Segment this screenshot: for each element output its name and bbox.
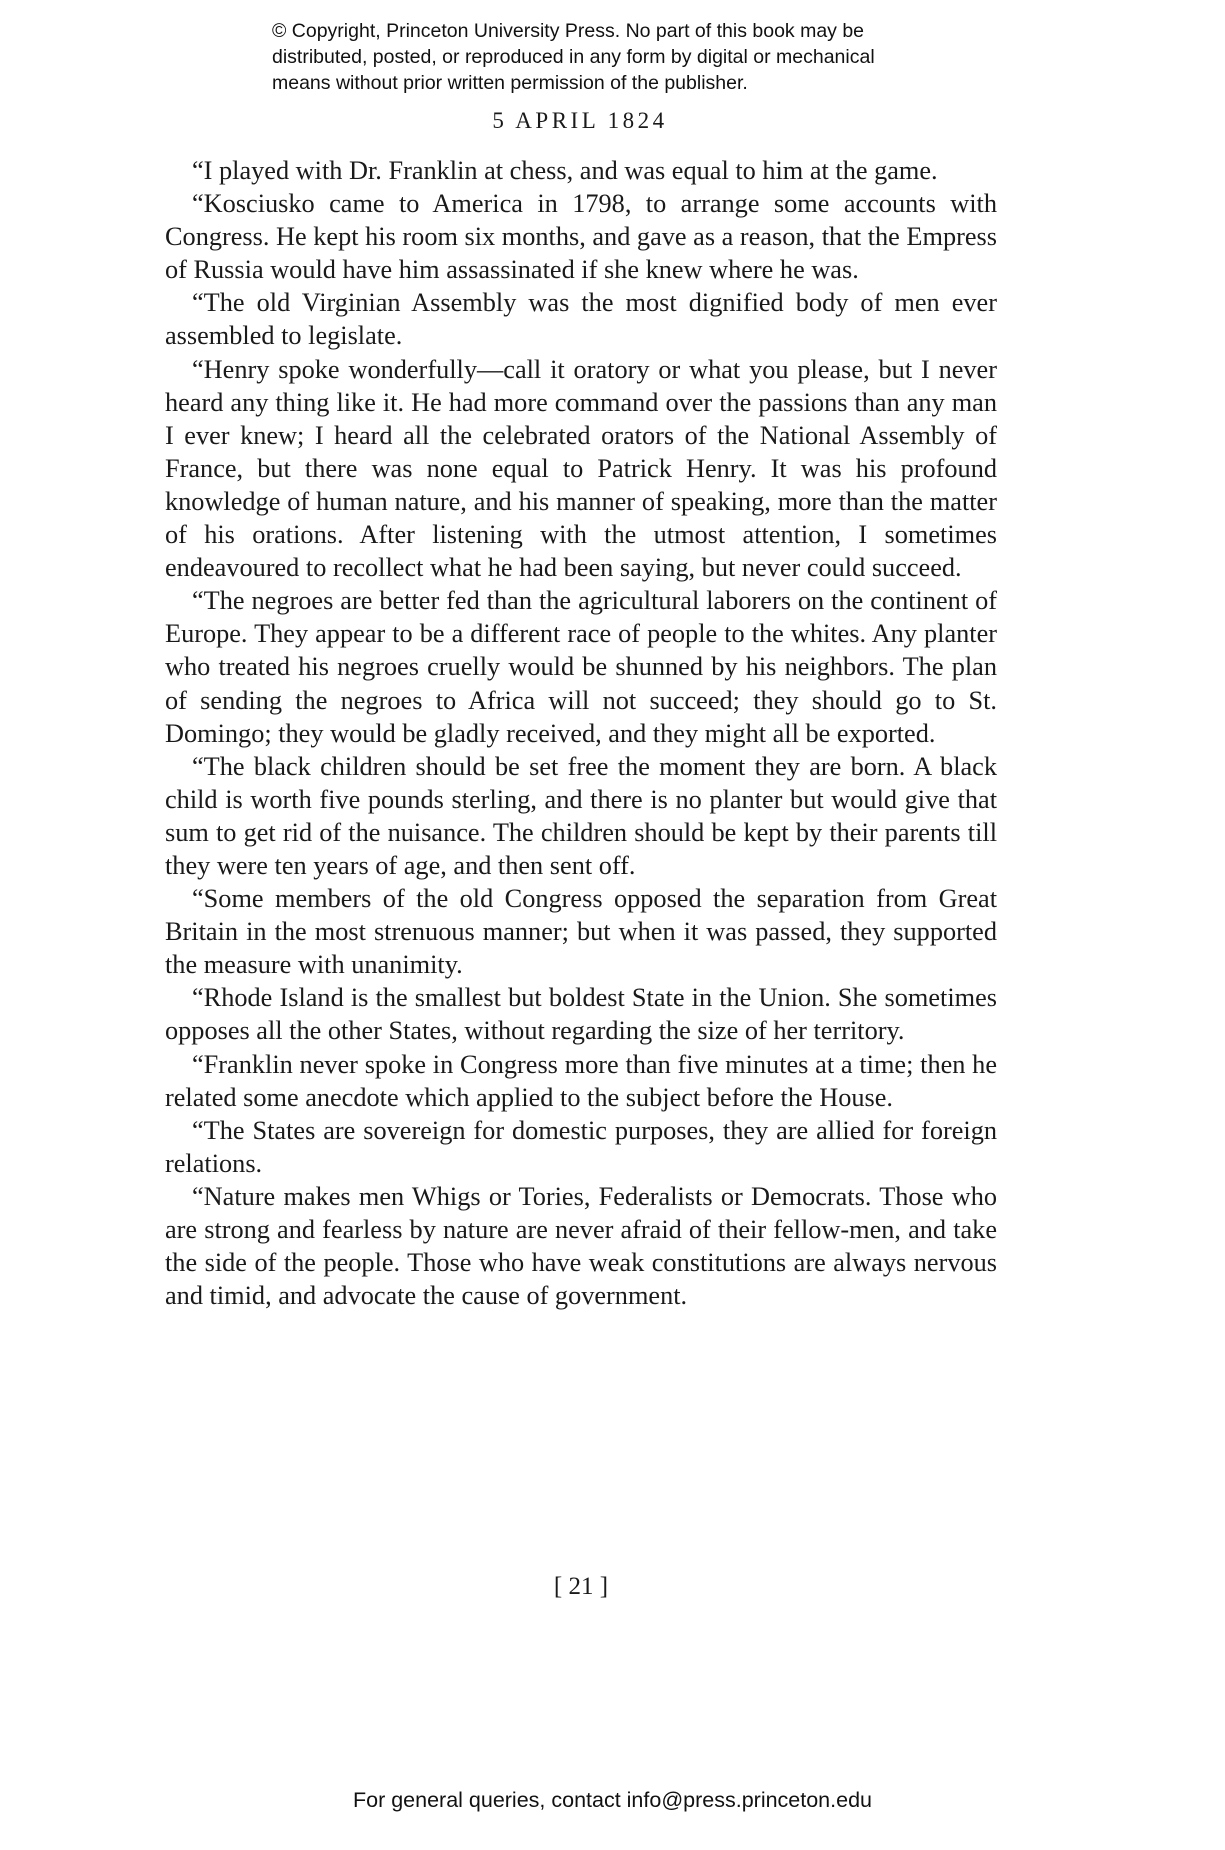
paragraph: “The States are sovereign for domestic purposes, they are allied for foreign relations.: [165, 1115, 997, 1178]
paragraph: “Some members of the old Congress opposed the separation from Great Britain in the most strenuous manner; but when it was passed, they supported the measure with unanimity.: [165, 884, 997, 980]
copyright-line: © Copyright, Princeton University Press. No part of this book may be: [272, 20, 865, 42]
page-number: [ 21 ]: [553, 1573, 609, 1600]
paragraph: “I played with Dr. Franklin at chess, and was equal to him at the game.: [192, 156, 938, 185]
paragraph: “Kosciusko came to America in 1798, to arrange some accounts with Congress. He kept his room six months, and gave as a reason, that the Empress of Russia would have him assassinated if she knew where he was.: [165, 189, 997, 285]
paragraph: “The old Virginian Assembly was the most dignified body of men ever assembled to legislate.: [165, 288, 997, 351]
paragraph: “Nature makes men Whigs or Tories, Federalists or Democrats. Those who are strong and fearless by nature are never afraid of their fellow-men, and take the side of the people. Those who have weak constitutions are always nervous and timid, and advocate the cause of government.: [165, 1181, 997, 1311]
footer-contact: For general queries, contact info@press.princeton.edu: [352, 1788, 872, 1812]
copyright-line: means without prior written permission of the publisher.: [272, 72, 748, 94]
paragraph: “Henry spoke wonderfully—call it oratory or what you please, but I never heard any thing like it. He had more command over the passions than any man I ever knew; I heard all the celebrated orators of the National Assembly of France, but there was none equal to Patrick Henry. It was his profound knowledge of human nature, and his manner of speaking, more than the matter of his orations. After listening with the utmost attention, I sometimes endeavoured to recollect what he had been saying, but never could succeed.: [165, 354, 997, 583]
paragraph: “Rhode Island is the smallest but boldest State in the Union. She sometimes opposes all the other States, without regarding the size of her territory.: [165, 983, 997, 1046]
paragraph: “The black children should be set free the moment they are born. A black child is worth five pounds sterling, and there is no planter but would give that sum to get rid of the nuisance. The children should be kept by their parents till they were ten years of age, and then sent off.: [165, 751, 997, 880]
body-text: [165, 154, 997, 1312]
running-head: 5 APRIL 1824: [492, 108, 668, 133]
paragraph: “The negroes are better fed than the agricultural laborers on the continent of Europe. They appear to be a different race of people to the whites. Any planter who treated his negroes cruelly would be shunned by his neighbors. The plan of sending the negroes to Africa will not succeed; they should go to St. Domingo; they would be gladly received, and they might all be exported.: [165, 586, 997, 748]
paragraph: “Franklin never spoke in Congress more than five minutes at a time; then he related some anecdote which applied to the subject before the House.: [165, 1049, 997, 1112]
copyright-line: distributed, posted, or reproduced in any form by digital or mechanical: [272, 46, 875, 68]
copyright-notice: [272, 18, 972, 96]
